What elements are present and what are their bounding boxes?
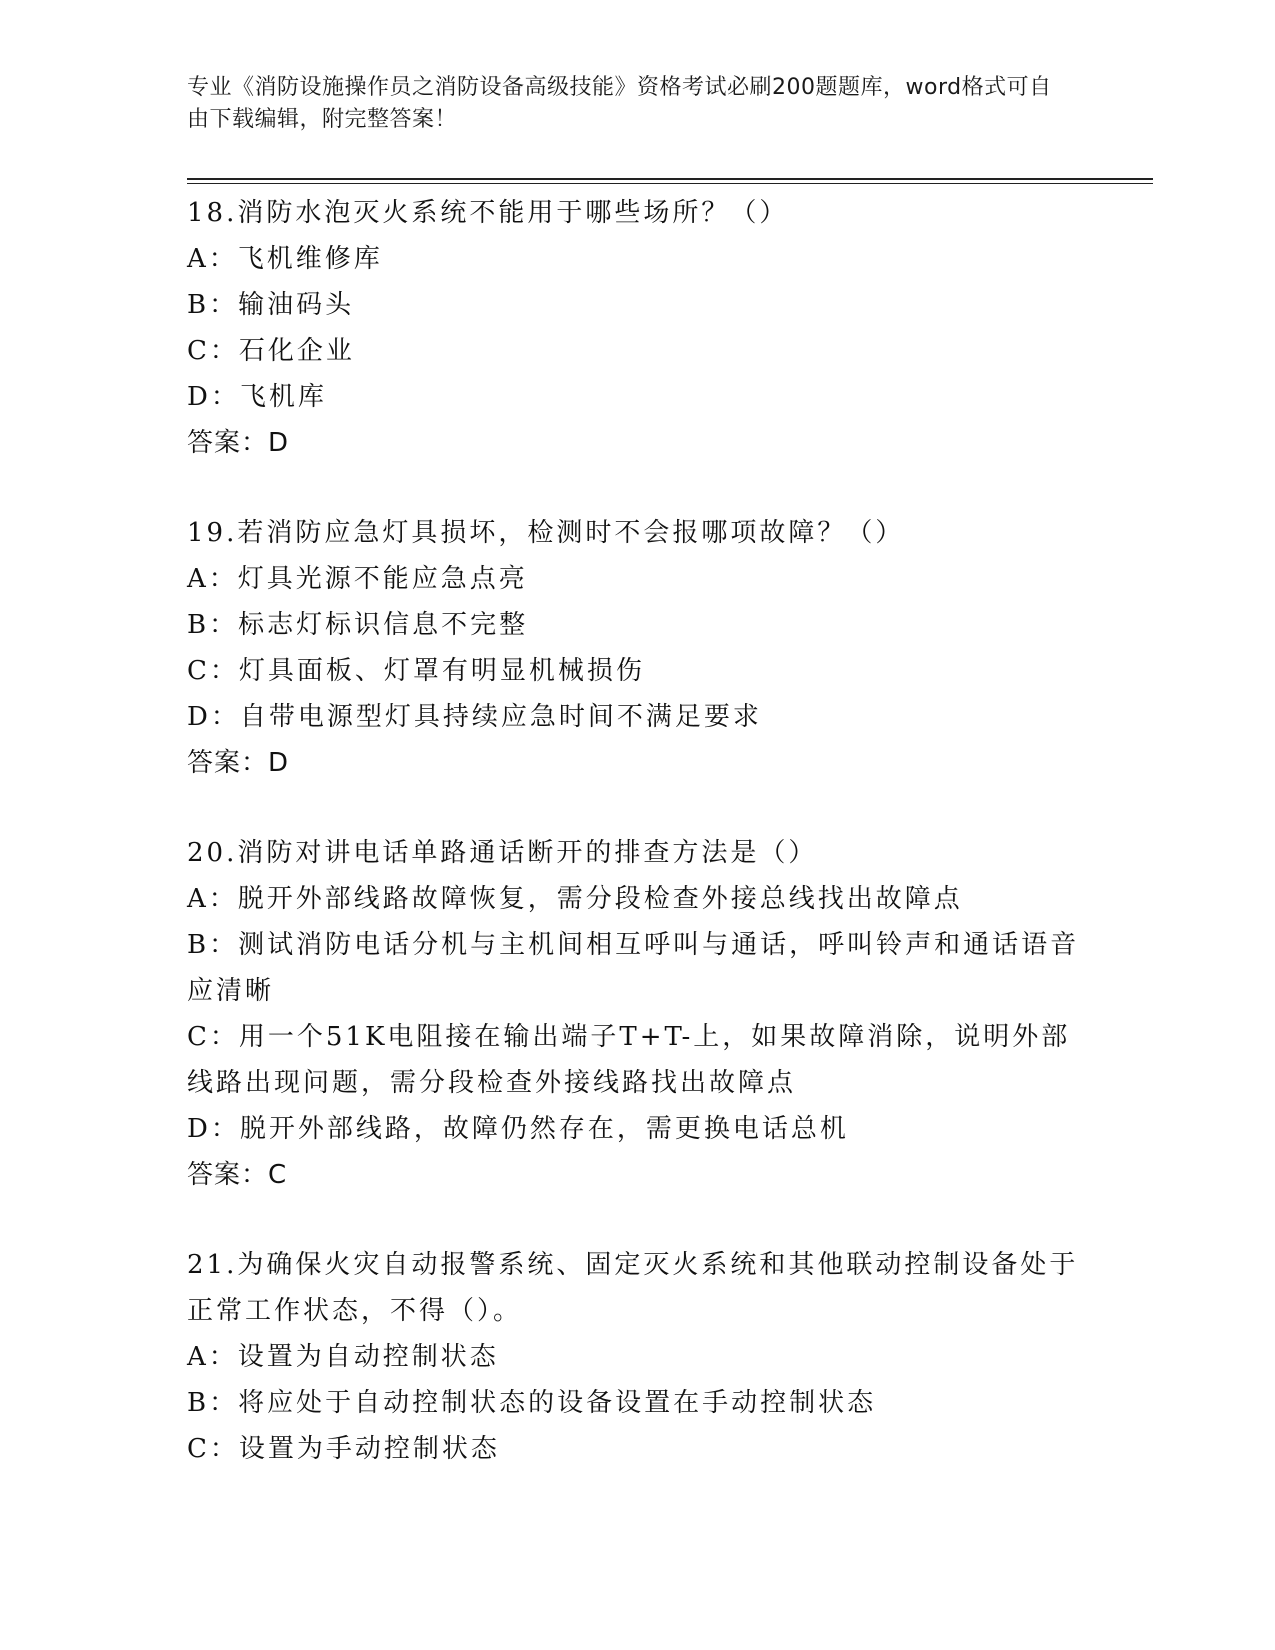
option-c: C：设置为手动控制状态 [187, 1434, 500, 1464]
option-a: A：设置为自动控制状态 [187, 1342, 499, 1372]
option-b: B：标志灯标识信息不完整 [187, 610, 529, 640]
option-d: D：飞机库 [187, 382, 327, 412]
question-21 [187, 1242, 1087, 1472]
option-c: C：灯具面板、灯罩有明显机械损伤 [187, 656, 645, 686]
option-b: B：将应处于自动控制状态的设备设置在手动控制状态 [187, 1388, 877, 1418]
answer-line: 答案：D [187, 748, 290, 778]
question-stem: 20.消防对讲电话单路通话断开的排查方法是（） [187, 838, 818, 868]
option-d: D：自带电源型灯具持续应急时间不满足要求 [187, 702, 762, 732]
option-a: A：脱开外部线路故障恢复，需分段检查外接总线找出故障点 [187, 884, 963, 914]
question-stem: 18.消防水泡灭火系统不能用于哪些场所？（） [187, 198, 789, 228]
answer-line: 答案：C [187, 1160, 288, 1190]
document-header: 专业《消防设施操作员之消防设备高级技能》资格考试必刷200题题库，word格式可自由下载编辑，附完整答案！ [187, 75, 1052, 132]
header-divider-thick [187, 178, 1153, 180]
option-c: C：石化企业 [187, 336, 355, 366]
question-stem: 21.为确保火灾自动报警系统、固定灭火系统和其他联动控制设备处于正常工作状态，不得（）。 [187, 1250, 1079, 1326]
option-d: D：脱开外部线路，故障仍然存在，需更换电话总机 [187, 1114, 849, 1144]
question-18 [187, 190, 1087, 466]
option-c: C：用一个51K电阻接在输出端子T+T-上，如果故障消除，说明外部线路出现问题，需分段检查外接线路找出故障点 [187, 1022, 1071, 1098]
question-list [187, 190, 1087, 1516]
question-20 [187, 830, 1087, 1198]
option-b: B：输油码头 [187, 290, 355, 320]
option-a: A：飞机维修库 [187, 244, 383, 274]
question-19 [187, 510, 1087, 786]
answer-line: 答案：D [187, 428, 290, 458]
option-a: A：灯具光源不能应急点亮 [187, 564, 528, 594]
header-divider-thin [187, 183, 1153, 184]
option-b: B：测试消防电话分机与主机间相互呼叫与通话，呼叫铃声和通话语音应清晰 [187, 930, 1080, 1006]
question-stem: 19.若消防应急灯具损坏，检测时不会报哪项故障？（） [187, 518, 905, 548]
